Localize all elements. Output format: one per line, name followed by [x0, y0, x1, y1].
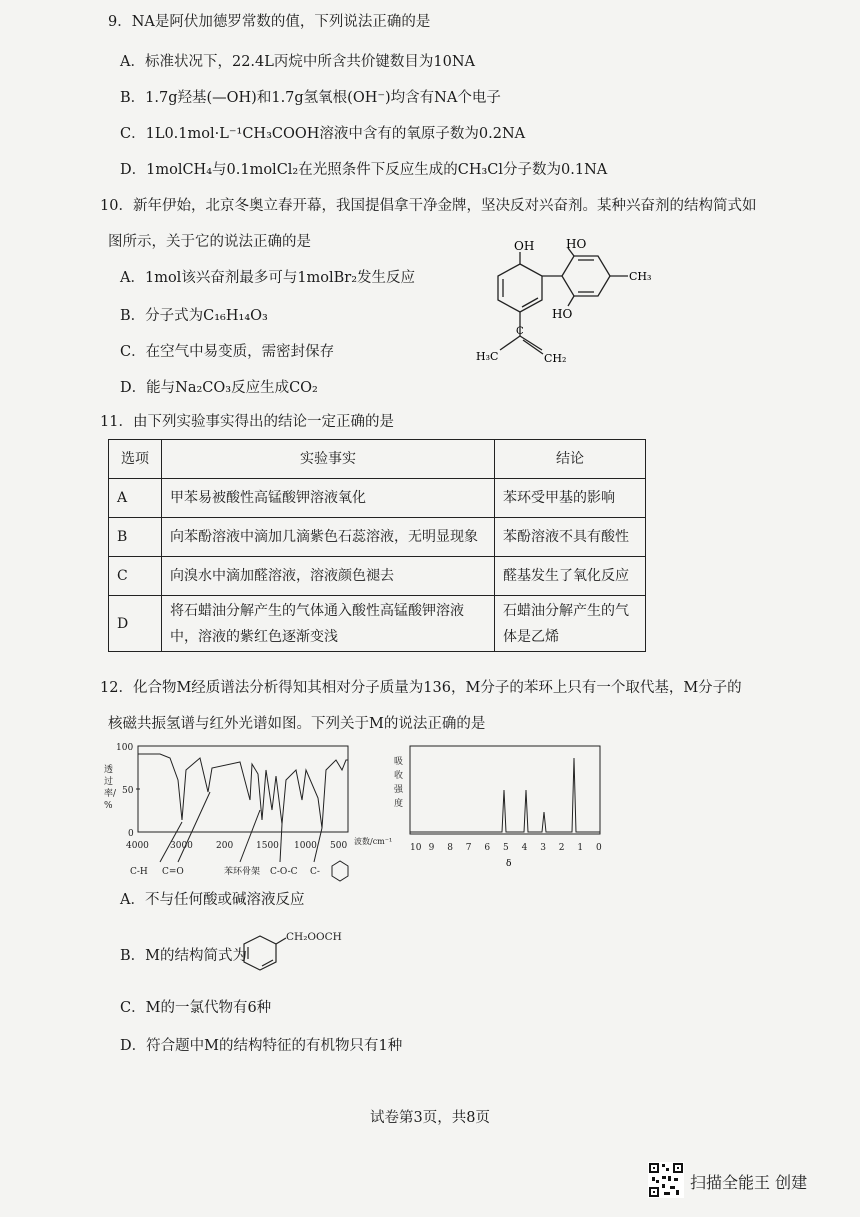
nmr-x-tick: 0 [596, 843, 602, 853]
ir-x-tick-200: 200 [216, 841, 234, 851]
q12-stem-line1: 12．化合物M经质谱法分析得知其相对分子质量为136，M分子的苯环上只有一个取代基，M分子的 [100, 680, 742, 696]
ir-x-tick-4000: 4000 [126, 841, 149, 851]
q12-option-d: D．符合题中M的结构特征的有机物只有1种 [120, 1038, 403, 1054]
header-conclusion: 结论 [495, 440, 646, 479]
row-d-conclusion-line2: 体是乙烯 [503, 628, 559, 645]
ir-x-tick-1000: 1000 [294, 841, 317, 851]
row-d-fact [162, 596, 495, 652]
q11-table [108, 439, 646, 652]
structure-label-oh: OH [514, 239, 535, 253]
q11-stem: 11．由下列实验事实得出的结论一定正确的是 [100, 414, 394, 430]
structure-label-h3c: H₃C [476, 350, 499, 363]
row-a-option: A [109, 479, 162, 518]
header-fact: 实验事实 [162, 440, 495, 479]
ir-y-tick-50: 50 [122, 786, 134, 796]
ir-y-label-3: 率/ [104, 789, 117, 799]
ir-annot-coc: C-O-C [270, 867, 298, 877]
row-b-conclusion: 苯酚溶液不具有酸性 [495, 518, 646, 557]
table-row [109, 557, 646, 596]
q9-stem: 9．NA是阿伏加德罗常数的值，下列说法正确的是 [108, 14, 431, 30]
ir-y-label-4: % [104, 801, 113, 811]
nmr-y-label-1: 吸 [394, 757, 404, 767]
nmr-x-tick: 2 [558, 843, 565, 853]
nmr-x-tick: 3 [540, 843, 546, 853]
qr-code-icon [648, 1162, 684, 1198]
nmr-x-tick: 5 [503, 843, 509, 853]
nmr-y-label-2: 收 [394, 771, 404, 781]
q12-option-b: B．M的结构简式为 [120, 948, 248, 964]
ir-annot-ring: 苯环骨架 [224, 867, 261, 877]
row-b-option: B [109, 518, 162, 557]
table-row [109, 596, 646, 652]
q12-option-a: A．不与任何酸或碱溶液反应 [120, 892, 305, 908]
row-c-fact: 向溴水中滴加醛溶液，溶液颜色褪去 [162, 557, 495, 596]
row-d-conclusion-line1: 石蜡油分解产生的气 [503, 602, 629, 619]
nmr-x-tick: 8 [447, 843, 453, 853]
q9-option-a: A．标准状况下，22.4L丙烷中所含共价键数目为10NA [120, 54, 475, 70]
nmr-y-label-4: 度 [394, 799, 404, 809]
ir-x-unit: 波数/cm⁻¹ [354, 837, 393, 846]
nmr-y-label-3: 强 [394, 785, 404, 795]
q10-option-d: D．能与Na₂CO₃反应生成CO₂ [120, 380, 318, 396]
nmr-x-tick: 10 [410, 843, 422, 853]
row-b-fact: 向苯酚溶液中滴加几滴紫色石蕊溶液，无明显现象 [162, 518, 495, 557]
row-c-option: C [109, 557, 162, 596]
row-c-conclusion: 醛基发生了氧化反应 [495, 557, 646, 596]
header-option: 选项 [109, 440, 162, 479]
nmr-x-tick: 4 [521, 843, 528, 853]
row-a-conclusion: 苯环受甲基的影响 [495, 479, 646, 518]
q10-option-b: B．分子式为C₁₆H₁₄O₃ [120, 308, 268, 324]
q10-stem-line2: 图所示，关于它的说法正确的是 [108, 234, 311, 250]
nmr-x-unit: δ [506, 859, 512, 869]
q9-option-d: D．1molCH₄与0.1molCl₂在光照条件下反应生成的CH₃Cl分子数为0.1NA [120, 162, 608, 178]
ir-y-label-1: 透 [104, 765, 114, 775]
ir-x-tick-1500: 1500 [256, 841, 279, 851]
structure-label-c: C [516, 326, 524, 337]
q10-structure-diagram [470, 236, 670, 376]
option-b-group: CH₂OOCH [286, 931, 342, 943]
page-footer: 试卷第3页，共8页 [370, 1110, 490, 1126]
row-d-conclusion [495, 596, 646, 652]
ir-y-label-2: 过 [104, 777, 114, 787]
q10-option-c: C．在空气中易变质，需密封保存 [120, 344, 335, 360]
row-d-fact-line2: 中，溶液的紫红色逐渐变浅 [170, 628, 338, 645]
structure-label-ho-top: HO [566, 237, 587, 251]
q10-stem-line1: 10．新年伊始，北京冬奥立春开幕，我国提倡拿干净金牌，坚决反对兴奋剂。某种兴奋剂的结构简式如 [100, 198, 757, 214]
structure-label-ho-bottom: HO [552, 307, 573, 321]
q12-option-b-structure [238, 928, 358, 976]
table-row [109, 518, 646, 557]
q10-option-a: A．1mol该兴奋剂最多可与1molBr₂发生反应 [120, 270, 416, 286]
nmr-x-tick: 7 [465, 843, 472, 853]
row-d-fact-line1: 将石蜡油分解产生的气体通入酸性高锰酸钾溶液 [170, 602, 464, 619]
ir-annot-ch: C-H [130, 867, 148, 877]
q9-option-b: B．1.7g羟基(—OH)和1.7g氢氧根(OH⁻)均含有NA个电子 [120, 90, 501, 106]
structure-label-ch2: CH₂ [544, 352, 567, 365]
table-header-row [109, 440, 646, 479]
ir-x-tick-3000: 3000 [170, 841, 193, 851]
q12-option-c: C．M的一氯代物有6种 [120, 1000, 272, 1016]
ir-spectrum [100, 740, 410, 885]
q12-stem-line2: 核磁共振氢谱与红外光谱如图。下列关于M的说法正确的是 [108, 716, 486, 732]
q9-option-c: C．1L0.1mol·L⁻¹CH₃COOH溶液中含有的氧原子数为0.2NA [120, 126, 526, 142]
nmr-x-tick: 1 [577, 843, 584, 853]
ir-x-tick-500: 500 [330, 841, 348, 851]
row-d-option: D [109, 596, 162, 652]
row-a-fact: 甲苯易被酸性高锰酸钾溶液氧化 [162, 479, 495, 518]
structure-label-ch3: CH₃ [629, 270, 652, 283]
scanner-brand: 扫描全能王 创建 [690, 1173, 808, 1192]
ir-y-tick-0: 0 [128, 829, 134, 839]
ir-annot-co: C=O [162, 867, 184, 877]
ir-y-tick-100: 100 [116, 743, 134, 753]
nmr-x-tick: 9 [428, 843, 435, 853]
nmr-x-tick: 6 [484, 843, 491, 853]
ir-annot-c-ring: C- [310, 867, 320, 877]
nmr-spectrum [390, 740, 610, 870]
table-row [109, 479, 646, 518]
